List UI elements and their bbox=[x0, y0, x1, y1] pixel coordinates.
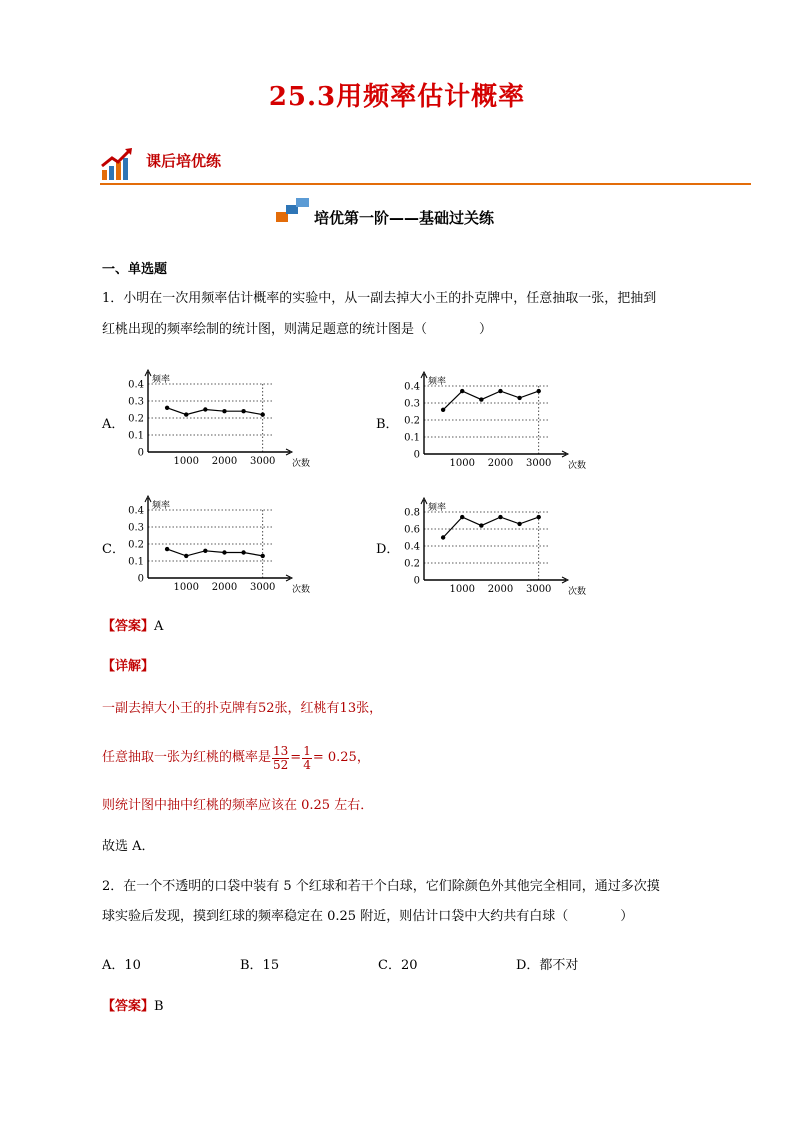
x-tick-label: 2000 bbox=[487, 584, 514, 595]
q2-option-a: A．10 bbox=[102, 958, 141, 973]
chart-d-svg bbox=[394, 496, 594, 596]
x-tick-label: 3000 bbox=[249, 456, 276, 467]
page-title: 25.3用频率估计概率 bbox=[268, 82, 526, 112]
q2-option-b: B．15 bbox=[240, 958, 280, 973]
x-tick-label: 1000 bbox=[449, 584, 475, 595]
data-point bbox=[261, 412, 265, 416]
y-tick-label: 0.1 bbox=[128, 430, 144, 442]
y-tick-label: 0.4 bbox=[404, 541, 420, 553]
y-tick-label: 0.6 bbox=[404, 524, 420, 536]
y-tick-label: 0.3 bbox=[404, 398, 420, 410]
question-1-line-2: 红桃出现的频率绘制的统计图，则满足题意的统计图是（ ） bbox=[102, 322, 493, 337]
chart-c bbox=[118, 494, 318, 598]
y-tick-label: 0.2 bbox=[128, 413, 144, 425]
x-tick-label: 1000 bbox=[173, 456, 199, 467]
y-tick-label: 0 bbox=[413, 449, 420, 461]
fraction-numerator: 1 bbox=[303, 743, 311, 758]
y-tick-label: 0.4 bbox=[128, 379, 144, 391]
y-tick-label: 0 bbox=[413, 575, 420, 587]
answer-2 bbox=[102, 998, 164, 1016]
x-tick-label: 1000 bbox=[449, 458, 475, 469]
section-divider bbox=[100, 183, 751, 185]
answer-1 bbox=[102, 618, 163, 636]
series-line bbox=[443, 391, 539, 410]
data-point bbox=[165, 406, 169, 410]
y-tick-label: 0.2 bbox=[404, 558, 420, 570]
data-point bbox=[203, 407, 207, 411]
detail-line-3: 则统计图中抽中红桃的频率应该在 0.25 左右． bbox=[102, 798, 374, 813]
x-tick-label: 3000 bbox=[249, 582, 276, 593]
chart-b bbox=[394, 370, 594, 474]
x-axis-label: 次数 bbox=[292, 585, 311, 594]
x-tick-label: 2000 bbox=[211, 456, 238, 467]
option-c-label: C． bbox=[102, 542, 125, 557]
section-heading: 一、单选题 bbox=[102, 262, 168, 277]
detail-2-prefix: 任意抽取一张为红桃的概率是 bbox=[102, 750, 272, 765]
data-point bbox=[441, 535, 445, 539]
detail-line-1: 一副去掉大小王的扑克牌有52张，红桃有13张， bbox=[102, 701, 383, 716]
y-tick-label: 0.4 bbox=[404, 381, 420, 393]
question-2-line-1: 2．在一个不透明的口袋中装有 5 个红球和若干个白球，它们除颜色外其他完全相同，通过多次摸 bbox=[102, 879, 660, 894]
fraction-denominator: 4 bbox=[303, 757, 311, 772]
data-point bbox=[241, 550, 245, 554]
data-point bbox=[498, 515, 502, 519]
y-tick-label: 0.3 bbox=[128, 522, 144, 534]
data-point bbox=[241, 409, 245, 413]
answer-tag: 【答案】 bbox=[102, 619, 155, 634]
data-point bbox=[261, 554, 265, 558]
bar-chart-logo-icon bbox=[100, 146, 136, 182]
conclusion: 故选 A． bbox=[102, 839, 155, 854]
data-point bbox=[184, 554, 188, 558]
y-axis-label: 频率 bbox=[152, 501, 171, 511]
x-axis-label: 次数 bbox=[568, 461, 587, 470]
y-tick-label: 0 bbox=[137, 447, 144, 459]
section-label: 课后培优练 bbox=[146, 152, 222, 170]
answer-value: A bbox=[154, 619, 164, 634]
data-point bbox=[517, 396, 521, 400]
series-line bbox=[443, 517, 539, 537]
y-tick-label: 0.1 bbox=[404, 432, 420, 444]
chart-c-svg bbox=[118, 494, 318, 594]
detail-tag-text: 【详解】 bbox=[102, 659, 155, 674]
fraction-1-4 bbox=[302, 745, 312, 772]
data-point bbox=[165, 547, 169, 551]
y-tick-label: 0.2 bbox=[404, 415, 420, 427]
option-b-label: B． bbox=[376, 417, 399, 432]
stairs-icon bbox=[276, 198, 310, 224]
chart-a-svg bbox=[118, 368, 318, 468]
fraction-numerator: 13 bbox=[273, 743, 289, 758]
chart-d bbox=[394, 496, 594, 600]
data-point bbox=[537, 389, 541, 393]
data-point bbox=[222, 409, 226, 413]
x-tick-label: 1000 bbox=[173, 582, 199, 593]
x-axis-label: 次数 bbox=[568, 587, 587, 596]
data-point bbox=[517, 522, 521, 526]
y-tick-label: 0.3 bbox=[128, 396, 144, 408]
detail-line-2 bbox=[102, 740, 370, 776]
chart-a bbox=[118, 368, 318, 472]
detail-2-suffix: = 0.25， bbox=[312, 750, 370, 765]
q2-option-d: D．都不对 bbox=[516, 958, 579, 973]
series-line bbox=[167, 408, 263, 415]
x-tick-label: 2000 bbox=[211, 582, 238, 593]
data-point bbox=[222, 550, 226, 554]
level-title: 培优第一阶——基础过关练 bbox=[314, 209, 495, 227]
fraction-denominator: 52 bbox=[273, 757, 289, 772]
y-axis-label: 频率 bbox=[428, 503, 447, 513]
y-tick-label: 0 bbox=[137, 573, 144, 585]
question-2-line-2: 球实验后发现，摸到红球的频率稳定在 0.25 附近，则估计口袋中大约共有白球（ ） bbox=[102, 909, 634, 924]
answer-tag: 【答案】 bbox=[102, 999, 155, 1014]
option-d-label: D． bbox=[376, 542, 400, 557]
fraction-13-52 bbox=[272, 745, 289, 772]
x-tick-label: 3000 bbox=[525, 584, 552, 595]
equals-sign: = bbox=[290, 750, 302, 765]
option-a-label: A． bbox=[102, 417, 125, 432]
data-point bbox=[498, 389, 502, 393]
data-point bbox=[479, 523, 483, 527]
y-tick-label: 0.4 bbox=[128, 505, 144, 517]
y-axis-label: 频率 bbox=[428, 377, 447, 387]
question-1-line-1: 1．小明在一次用频率估计概率的实验中，从一副去掉大小王的扑克牌中，任意抽取一张，把抽到 bbox=[102, 291, 657, 306]
data-point bbox=[203, 549, 207, 553]
data-point bbox=[184, 412, 188, 416]
data-point bbox=[441, 408, 445, 412]
y-tick-label: 0.2 bbox=[128, 539, 144, 551]
y-tick-label: 0.8 bbox=[404, 507, 420, 519]
q2-option-c: C．20 bbox=[378, 958, 418, 973]
x-axis-label: 次数 bbox=[292, 459, 311, 468]
data-point bbox=[479, 397, 483, 401]
x-tick-label: 2000 bbox=[487, 458, 514, 469]
data-point bbox=[537, 515, 541, 519]
detail-tag bbox=[102, 658, 154, 676]
series-line bbox=[167, 549, 263, 556]
data-point bbox=[460, 389, 464, 393]
data-point bbox=[460, 515, 464, 519]
x-tick-label: 3000 bbox=[525, 458, 552, 469]
chart-b-svg bbox=[394, 370, 594, 470]
y-axis-label: 频率 bbox=[152, 375, 171, 385]
answer-value: B bbox=[154, 999, 164, 1014]
y-tick-label: 0.1 bbox=[128, 556, 144, 568]
